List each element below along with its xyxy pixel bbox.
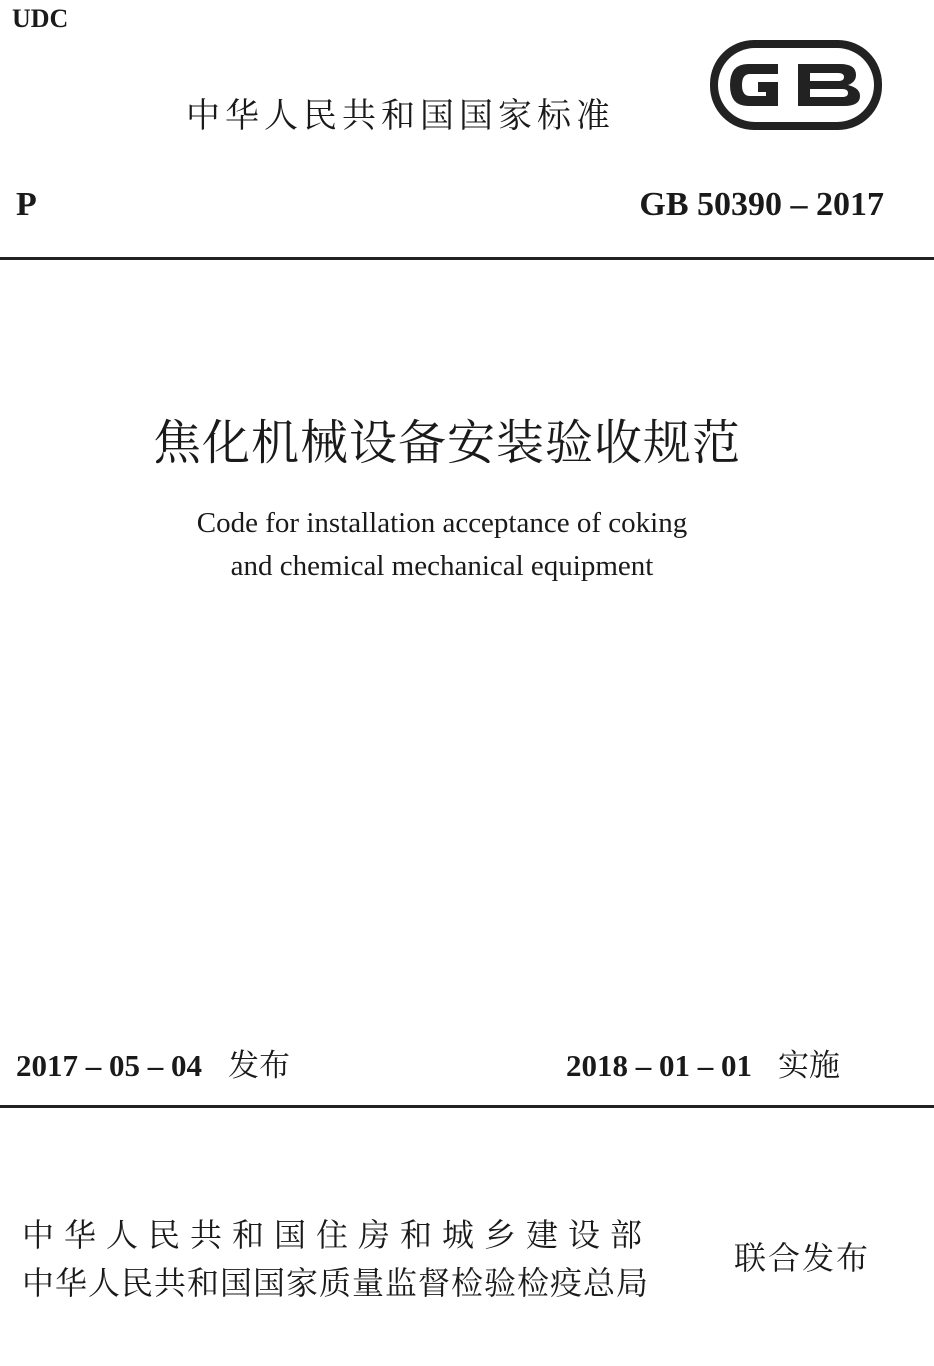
- issue-date: 2017 – 05 – 04: [16, 1048, 202, 1083]
- issuer-ministry: 中华人民共和国住房和城乡建设部: [22, 1216, 653, 1254]
- title-english: [0, 502, 884, 588]
- issuer-administration: 中华人民共和国国家质量监督检验检疫总局: [22, 1264, 650, 1302]
- issue-date-row: [16, 1040, 290, 1085]
- udc-label: UDC: [12, 4, 69, 33]
- bottom-divider: [0, 1105, 934, 1108]
- title-english-line-2: and chemical mechanical equipment: [230, 550, 654, 582]
- implement-label: 实施: [778, 1048, 840, 1084]
- gb-logo: [708, 38, 884, 132]
- title-english-line-1: Code for installation acceptance of coking: [196, 507, 688, 539]
- title-chinese: 焦化机械设备安装验收规范: [152, 415, 741, 471]
- implement-date-row: [566, 1040, 840, 1085]
- national-standard-heading: 中华人民共和国国家标准: [186, 96, 615, 136]
- standard-number: GB 50390 – 2017: [639, 186, 884, 223]
- joint-issue-label: 联合发布: [734, 1239, 871, 1277]
- issue-label: 发布: [228, 1048, 290, 1084]
- top-divider: [0, 257, 934, 260]
- classification-code: P: [16, 186, 37, 223]
- implement-date: 2018 – 01 – 01: [566, 1048, 752, 1083]
